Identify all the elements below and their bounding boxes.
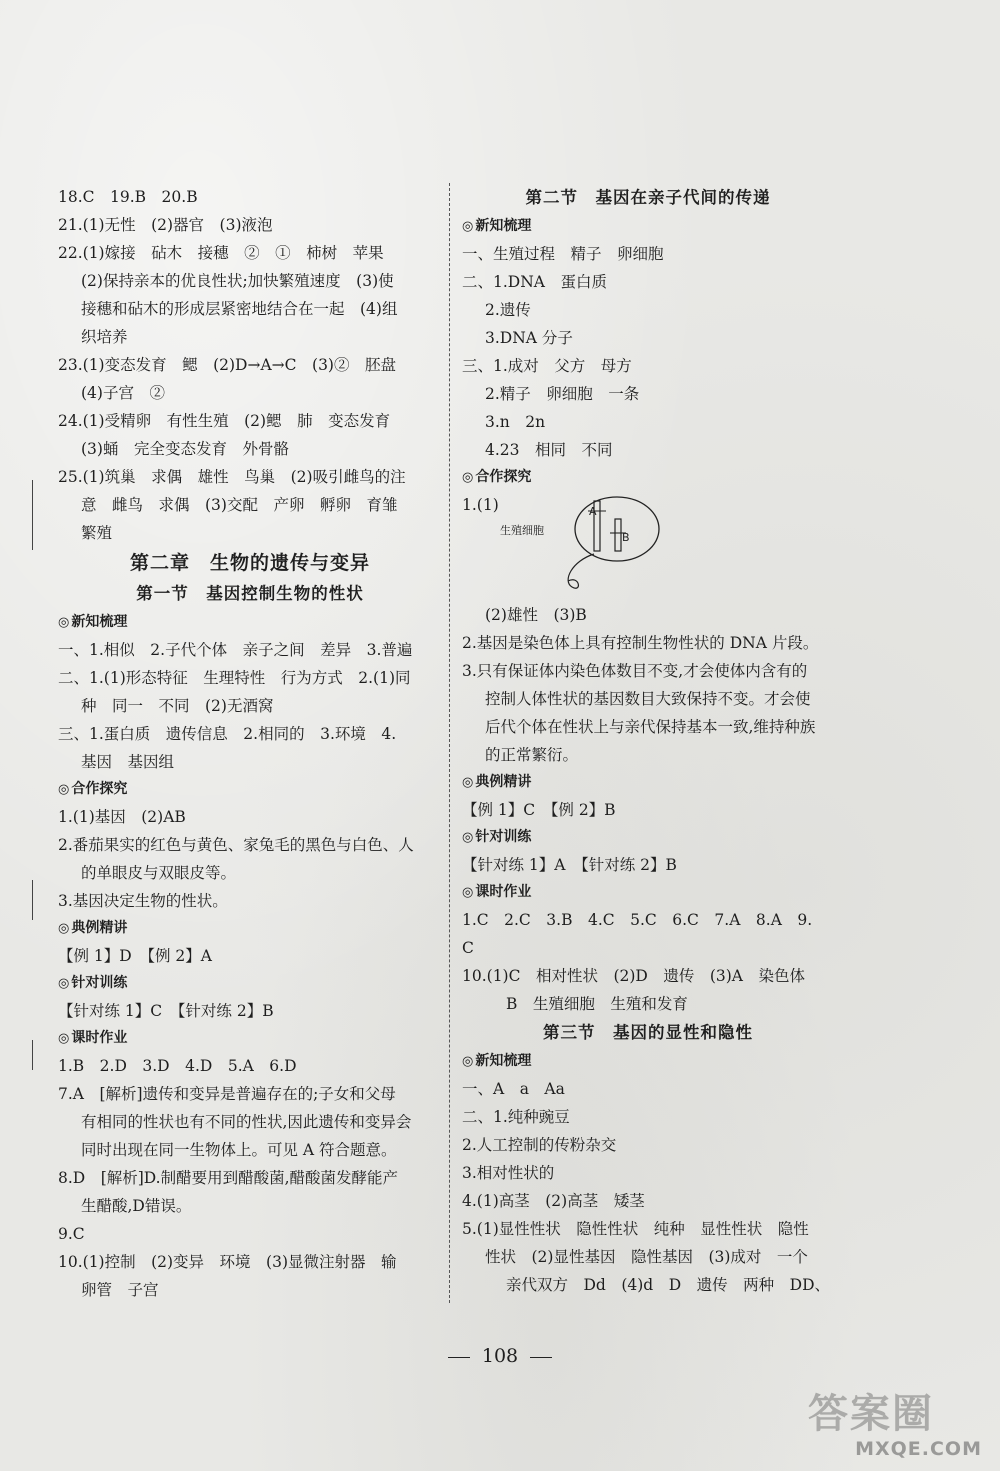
answer-line: 25.(1)筑巢 求偶 雄性 鸟巢 (2)吸引雌鸟的注	[58, 468, 406, 486]
subsection-label: 课时作业	[475, 884, 532, 900]
circle-mark-icon: ◎	[58, 782, 70, 797]
subsection-label: 典例精讲	[71, 920, 128, 936]
answer-line: 1.B 2.D 3.D 4.D 5.A 6.D	[58, 1057, 297, 1075]
page-number-text: 108	[481, 1345, 519, 1367]
subsection-label: 合作探究	[475, 469, 532, 485]
answer-line: 【例 1】D 【例 2】A	[58, 947, 212, 965]
circle-mark-icon: ◎	[462, 219, 474, 234]
gene-letter-b: B	[622, 531, 630, 544]
answer-line: 18.C 19.B 20.B	[58, 188, 198, 206]
subsection-heading	[462, 824, 834, 851]
circle-mark-icon: ◎	[462, 885, 474, 900]
answer-line: 的单眼皮与双眼皮等。	[81, 864, 237, 882]
answer-line: C	[462, 939, 474, 957]
answer-line: 5.(1)显性性状 隐性性状 纯种 显性性状 隐性	[462, 1220, 809, 1238]
subsection-label: 针对训练	[475, 829, 532, 845]
answer-line: 1.C 2.C 3.B 4.C 5.C 6.C 7.A 8.A 9.	[462, 911, 813, 929]
answer-line: 3.n 2n	[485, 413, 546, 431]
answer-line: 二、1.纯种豌豆	[462, 1108, 570, 1126]
section-title: 第三节 基因的显性和隐性	[543, 1023, 753, 1042]
answer-line: B 生殖细胞 生殖和发育	[506, 995, 688, 1013]
answer-line: 控制人体性状的基因数目大致保持不变。才会使	[485, 690, 811, 708]
answer-line: (3)蛹 完全变态发育 外骨骼	[81, 440, 289, 458]
page-number	[0, 1345, 1000, 1367]
answer-line: 亲代双方 Dd (4)d D 遗传 两种 DD、	[506, 1276, 831, 1294]
answer-line: 二、1.DNA 蛋白质	[462, 273, 607, 291]
answer-line: 2.番茄果实的红色与黄色、家兔毛的黑色与白色、人	[58, 836, 414, 854]
answer-line: 3.DNA 分子	[485, 329, 573, 347]
margin-mark	[32, 480, 33, 550]
subsection-label: 新知梳理	[475, 1053, 532, 1069]
column-divider	[449, 183, 450, 1303]
subsection-label: 合作探究	[71, 781, 128, 797]
answer-line: (4)子宫 ②	[81, 384, 165, 402]
subsection-heading	[58, 970, 442, 997]
answer-line: 基因 基因组	[81, 753, 175, 771]
margin-mark	[32, 880, 33, 920]
cell-diagram	[462, 491, 834, 601]
answer-line: 后代个体在性状上与亲代保持基本一致,维持种族	[485, 718, 816, 736]
answer-line: 7.A [解析]遗传和变异是普遍存在的;子女和父母	[58, 1085, 396, 1103]
subsection-heading	[58, 915, 442, 942]
answer-line: 繁殖	[81, 524, 113, 542]
dash-left	[448, 1357, 470, 1358]
chapter-title: 第二章 生物的遗传与变异	[129, 552, 370, 574]
answer-line: 22.(1)嫁接 砧木 接穗 ② ① 柿树 苹果	[58, 244, 384, 262]
subsection-label: 新知梳理	[71, 614, 128, 630]
gene-letter-a: A	[589, 505, 597, 518]
answer-line: 9.C	[58, 1225, 85, 1243]
answer-line: 有相同的性状也有不同的性状,因此遗传和变异会	[81, 1113, 412, 1131]
answer-line: 三、1.蛋白质 遗传信息 2.相同的 3.环境 4.	[58, 725, 397, 743]
circle-mark-icon: ◎	[462, 470, 474, 485]
circle-mark-icon: ◎	[58, 1031, 70, 1046]
subsection-label: 课时作业	[71, 1030, 128, 1046]
answer-line: 3.基因决定生物的性状。	[58, 892, 228, 910]
answer-line: 性状 (2)显性基因 隐性基因 (3)成对 一个	[485, 1248, 808, 1266]
watermark-logo	[808, 1392, 988, 1468]
circle-mark-icon: ◎	[462, 1054, 474, 1069]
chromosome-short	[615, 519, 621, 551]
question-number: 1.(1)	[462, 496, 499, 514]
cell-label: 生殖细胞	[500, 524, 544, 537]
answer-line: 3.相对性状的	[462, 1164, 555, 1182]
subsection-label: 新知梳理	[475, 218, 532, 234]
circle-mark-icon: ◎	[58, 615, 70, 630]
answer-line: 23.(1)变态发育 鳃 (2)D→A→C (3)② 胚盘	[58, 356, 396, 374]
answer-line: 三、1.成对 父方 母方	[462, 357, 632, 375]
subsection-heading	[462, 769, 834, 796]
answer-line: 10.(1)C 相对性状 (2)D 遗传 (3)A 染色体	[462, 967, 805, 985]
answer-line: 一、1.相似 2.子代个体 亲子之间 差异 3.普遍	[58, 641, 413, 659]
answer-line: 【针对练 1】C 【针对练 2】B	[58, 1002, 274, 1020]
answer-line: 1.(1)基因 (2)AB	[58, 808, 186, 826]
answer-line: 意 雌鸟 求偶 (3)交配 产卵 孵卵 育雏	[81, 496, 398, 514]
answer-line: 种 同一 不同 (2)无酒窝	[81, 697, 274, 715]
circle-mark-icon: ◎	[462, 775, 474, 790]
answer-line: (2)保持亲本的优良性状;加快繁殖速度 (3)使	[81, 272, 394, 290]
subsection-heading	[462, 1048, 834, 1075]
answer-line: 2.基因是染色体上具有控制生物性状的 DNA 片段。	[462, 634, 819, 652]
watermark-text: 答案圈	[808, 1391, 934, 1437]
subsection-heading	[462, 464, 834, 491]
answer-line: 3.只有保证体内染色体数目不变,才会使体内含有的	[462, 662, 808, 680]
subsection-heading	[58, 776, 442, 803]
subsection-heading	[58, 1025, 442, 1052]
dash-right	[530, 1357, 552, 1358]
subsection-label: 针对训练	[71, 975, 128, 991]
answer-line: 10.(1)控制 (2)变异 环境 (3)显微注射器 输	[58, 1253, 397, 1271]
section-title: 第二节 基因在亲子代间的传递	[525, 188, 771, 207]
answer-line: 2.精子 卵细胞 一条	[485, 385, 640, 403]
answer-line: 接穗和砧木的形成层紧密地结合在一起 (4)组	[81, 300, 398, 318]
answer-line: 4.(1)高茎 (2)高茎 矮茎	[462, 1192, 645, 1210]
answer-line: 8.D [解析]D.制醋要用到醋酸菌,醋酸菌发酵能产	[58, 1169, 399, 1187]
watermark-url: MXQE.COM	[855, 1438, 982, 1460]
left-column	[58, 183, 442, 1304]
section-title: 第一节 基因控制生物的性状	[136, 584, 364, 603]
answer-line: 2.人工控制的传粉杂交	[462, 1136, 617, 1154]
answer-line: 生醋酸,D错误。	[81, 1197, 192, 1215]
circle-mark-icon: ◎	[462, 830, 474, 845]
circle-mark-icon: ◎	[58, 921, 70, 936]
answer-line: 4.23 相同 不同	[485, 441, 613, 459]
answer-line: 织培养	[81, 328, 128, 346]
subsection-heading	[58, 609, 442, 636]
answer-line: 21.(1)无性 (2)器官 (3)液泡	[58, 216, 273, 234]
answer-line: 24.(1)受精卵 有性生殖 (2)鳃 肺 变态发育	[58, 412, 391, 430]
answer-line: 卵管 子宫	[81, 1281, 159, 1299]
answer-line: 【例 1】C 【例 2】B	[462, 801, 616, 819]
subsection-heading	[462, 879, 834, 906]
right-column	[462, 183, 834, 1299]
subsection-label: 典例精讲	[475, 774, 532, 790]
circle-mark-icon: ◎	[58, 976, 70, 991]
answer-line: (2)雄性 (3)B	[485, 606, 587, 624]
subsection-heading	[462, 213, 834, 240]
answer-line: 一、生殖过程 精子 卵细胞	[462, 245, 664, 263]
germ-cell-diagram	[502, 491, 672, 599]
answer-line: 【针对练 1】A 【针对练 2】B	[462, 856, 677, 874]
answer-line: 一、A a Aa	[462, 1080, 565, 1098]
answer-line: 二、1.(1)形态特征 生理特性 行为方式 2.(1)同	[58, 669, 411, 687]
answer-line: 的正常繁衍。	[485, 746, 579, 764]
answer-line: 同时出现在同一生物体上。可见 A 符合题意。	[81, 1141, 397, 1159]
margin-mark	[32, 1040, 33, 1070]
answer-line: 2.遗传	[485, 301, 531, 319]
